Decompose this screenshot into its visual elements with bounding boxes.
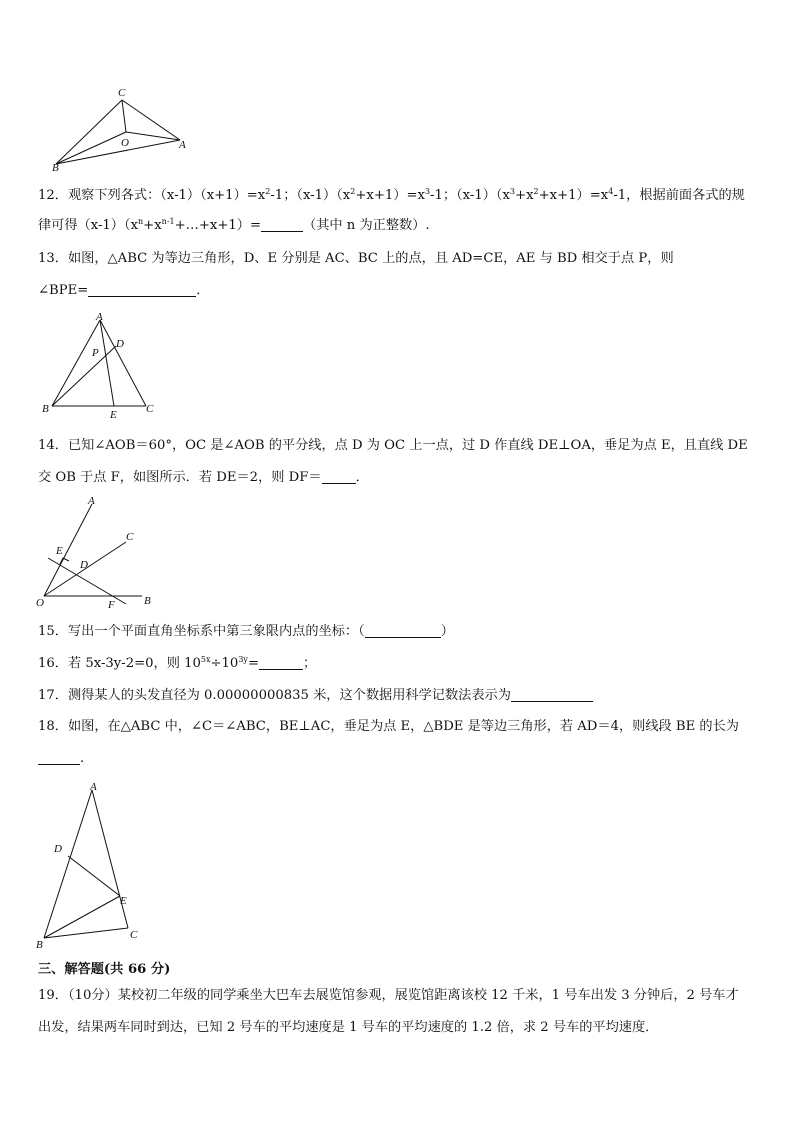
answer-blank-14[interactable] bbox=[322, 469, 356, 484]
question-13-line-2: ∠BPE= ． bbox=[38, 283, 210, 298]
answer-blank-13[interactable] bbox=[88, 282, 196, 297]
question-17: 17．测得某人的头发直径为 0.00000000835 米，这个数据用科学记数法表示为 bbox=[38, 686, 593, 706]
label-b: B bbox=[36, 939, 43, 951]
figure-equilateral-triangle bbox=[38, 308, 168, 418]
label-d: D bbox=[116, 338, 124, 350]
label-b: B bbox=[42, 403, 49, 415]
label-d: D bbox=[54, 843, 62, 855]
question-15: 15．写出一个平面直角坐标系中第三象限内点的坐标：（ ） bbox=[38, 624, 454, 639]
question-18-line-1: 18．如图，在△ABC 中，∠C＝∠ABC，BE⊥AC，垂足为点 E，△BDE 是等边三角形，若 AD＝4，则线段 BE 的长为 bbox=[38, 719, 739, 734]
label-p: P bbox=[92, 347, 99, 359]
label-b: B bbox=[144, 595, 151, 607]
question-18-line-2: . bbox=[38, 749, 84, 769]
question-19-line-1: 19．（10分）某校初二年级的同学乘坐大巴车去展览馆参观，展览馆距离该校 12 千米，1 号车出发 3 分钟后，2 号车才 bbox=[38, 988, 739, 1003]
question-12-line-1: 12．观察下列各式：$(x-1)(x+1)=x^2-1$；$(x-1)(x^2+x+1)=x^3-1$；$(x-1)(x^3+x^2+x+1)=x^4-1$，根据前面各式的规 bbox=[38, 187, 745, 203]
figure-angle-bisector bbox=[34, 490, 164, 612]
figure-isosceles-triangle bbox=[34, 778, 146, 952]
label-c: C bbox=[146, 403, 154, 415]
answer-blank-16[interactable] bbox=[259, 655, 303, 670]
question-12-line-2: 律可得$(x-1)(x^n+x^{n-1}+\dots+x+1)=$ （其中 n 为正整数）. bbox=[38, 217, 430, 233]
label-c: C bbox=[126, 531, 134, 543]
label-c: C bbox=[118, 87, 126, 99]
section-title: 三、解答题(共 66 分) bbox=[38, 962, 171, 977]
label-d: D bbox=[80, 559, 88, 571]
label-e: E bbox=[120, 895, 127, 907]
label-o: O bbox=[36, 597, 44, 609]
figure-triangle-abc-o bbox=[48, 84, 198, 176]
question-19-line-2: 出发，结果两车同时到达，已知 2 号车的平均速度是 1 号车的平均速度的 1.2 倍，求 2 号车的平均速度． bbox=[38, 1020, 659, 1035]
question-13-line-1: 13．如图，△ABC 为等边三角形，D、E 分别是 AC、BC 上的点，且 AD=CE，AE 与 BD 相交于点 P，则 bbox=[38, 251, 674, 266]
question-16: 16．若 5x-3y-2=0，则 $10^{5x}\div 10^{3y}=$ ； bbox=[38, 655, 317, 671]
answer-blank-12[interactable] bbox=[261, 217, 303, 232]
label-a: A bbox=[90, 781, 97, 793]
question-14-line-2: 交 OB 于点 F，如图所示．若 DE＝2，则 DF＝ ． bbox=[38, 470, 369, 485]
question-14-line-1: 14．已知∠AOB＝60°，OC 是∠AOB 的平分线，点 D 为 OC 上一点，过 D 作直线 DE⊥OA，垂足为点 E，且直线 DE bbox=[38, 438, 748, 453]
label-a: A bbox=[88, 495, 95, 507]
answer-blank-15[interactable] bbox=[365, 623, 441, 638]
label-c: C bbox=[130, 929, 138, 941]
label-b: B bbox=[52, 162, 59, 174]
label-a: A bbox=[96, 311, 103, 323]
label-a: A bbox=[179, 139, 186, 151]
label-e: E bbox=[110, 409, 117, 418]
label-e: E bbox=[56, 545, 63, 557]
label-o: O bbox=[121, 137, 129, 149]
answer-blank-18[interactable] bbox=[38, 750, 80, 765]
label-f: F bbox=[108, 599, 115, 611]
answer-blank-17[interactable] bbox=[511, 687, 593, 702]
